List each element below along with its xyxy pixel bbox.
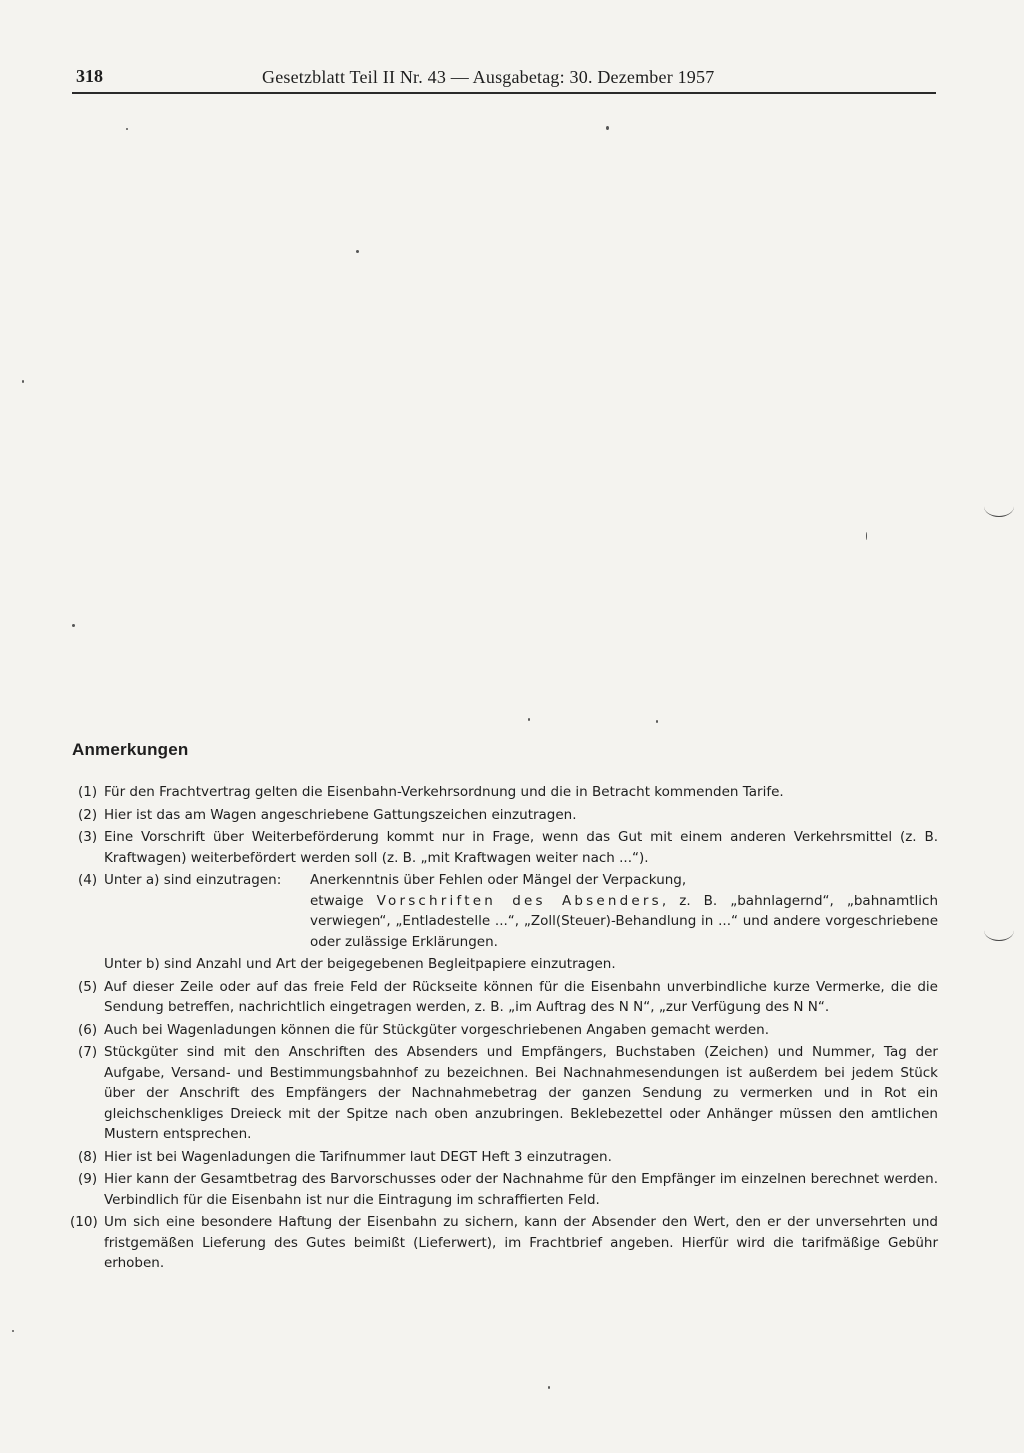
scan-speck	[606, 126, 609, 130]
note-text: Auch bei Wagenladungen können die für Stückgüter vorgeschriebenen Angaben gemacht werden.	[104, 1021, 769, 1038]
scan-speck	[126, 128, 128, 130]
page-number: 318	[76, 66, 103, 86]
note-number: (8)	[78, 1148, 98, 1165]
scan-speck	[528, 718, 530, 721]
note-number: (7)	[78, 1044, 98, 1060]
note-item	[72, 1042, 938, 1145]
note-sub-a	[104, 870, 938, 952]
note-item	[72, 1020, 938, 1041]
section-title-anmerkungen: Anmerkungen	[72, 740, 189, 759]
note-sub-a-spaced: Vorschriften des Absenders	[376, 892, 662, 909]
note-item	[72, 1169, 938, 1210]
note-text: Auf dieser Zeile oder auf das freie Feld der Rückseite können für die Eisenbahn unverbindliche kurze Vermerke, die die Sendung betreffen, nachrichtlich eingetragen werden, z. B. „im Auftrag des N N“, „zur Verfügung des N N“.	[104, 978, 938, 1015]
note-sub-a-pre: etwaige	[310, 892, 364, 909]
note-number: (6)	[78, 1021, 98, 1038]
note-item	[72, 782, 938, 803]
note-number: (3)	[78, 829, 98, 845]
note-text: Hier ist bei Wagenladungen die Tarifnummer laut DEGT Heft 3 einzutragen.	[104, 1148, 612, 1165]
note-text: Hier ist das am Wagen angeschriebene Gattungszeichen einzutragen.	[104, 806, 577, 823]
note-sub-a-label: Unter a) sind einzutragen:	[104, 872, 282, 888]
note-item	[72, 1147, 938, 1168]
note-sub-a-continuation	[310, 891, 938, 953]
note-text: Für den Frachtvertrag gelten die Eisenbahn-Verkehrsordnung und die in Betracht kommenden Tarife.	[104, 784, 784, 800]
scan-edge-mark	[984, 920, 1014, 941]
note-item	[72, 870, 938, 952]
note-number: (5)	[78, 978, 98, 995]
note-number: (4)	[78, 872, 98, 888]
scan-speck	[72, 624, 75, 627]
note-sub-a-row	[104, 870, 938, 891]
scan-speck	[12, 1330, 14, 1332]
note-text: Um sich eine besondere Haftung der Eisenbahn zu sichern, kann der Absender den Wert, den er der unversehrten und fristgemäßen Lieferung des Gutes beimißt (Lieferwert), im Frachtbrief angeben. Hierfür wird die tarifmäßige Gebühr erhoben.	[104, 1214, 938, 1271]
note-number: (10)	[70, 1214, 98, 1230]
notes-list	[72, 782, 938, 1276]
note-sub-b: Unter b) sind Anzahl und Art der beigegebenen Begleitpapiere einzutragen.	[104, 956, 616, 972]
scan-speck	[548, 1386, 550, 1389]
page-header	[72, 64, 936, 94]
note-text: Hier kann der Gesamtbetrag des Barvorschusses oder der Nachnahme für den Empfänger im einzelnen berechnet werden. Verbindlich für die Eisenbahn ist nur die Eintragung im schraffierten Feld.	[104, 1171, 938, 1208]
scan-speck	[656, 720, 658, 723]
note-number: (2)	[78, 806, 98, 823]
note-item	[72, 977, 938, 1018]
scan-speck	[22, 380, 24, 383]
scan-speck	[866, 532, 867, 540]
scan-speck	[356, 250, 359, 253]
header-title: Gesetzblatt Teil II Nr. 43 — Ausgabetag: 30. Dezember 1957	[262, 67, 715, 87]
note-sub-a-text1: Anerkenntnis über Fehlen oder Mängel der Verpackung,	[310, 872, 687, 888]
note-text: Eine Vorschrift über Weiterbeförderung kommt nur in Frage, wenn das Gut mit einem anderen Verkehrsmittel (z. B. Kraftwagen) weiterbefördert werden soll (z. B. „mit Kraftwagen weiter nach ...“).	[104, 829, 938, 866]
note-sub-a-post: , z. B. „bahnlagernd“, „bahnamtlich verwiegen“, „Entladestelle ...“, „Zoll(Steuer)-Behandlung in ...“ und andere vorgeschriebene oder zulässige Erklärungen.	[310, 892, 938, 950]
note-text: Stückgüter sind mit den Anschriften des Absenders und Empfängers, Buchstaben (Zeichen) und Nummer, Tag der Aufgabe, Versand- und Bestimmungsbahnhof zu bezeichnen. Bei Nachnahmesendungen ist außerdem bei jedem Stück über der Anschrift des Empfängers der Nachnahmebetrag der ganzen Sendung zu vermerken und in Rot ein gleichschenkliges Dreieck mit der Spitze nach oben anzubringen. Beklebezettel oder Anhänger müssen den amtlichen Mustern entsprechen.	[104, 1044, 938, 1142]
scan-edge-mark	[984, 496, 1014, 517]
note-item	[72, 827, 938, 868]
note-number: (1)	[78, 784, 98, 800]
note-item	[72, 805, 938, 826]
note-item	[72, 1212, 938, 1274]
note-number: (9)	[78, 1171, 98, 1187]
